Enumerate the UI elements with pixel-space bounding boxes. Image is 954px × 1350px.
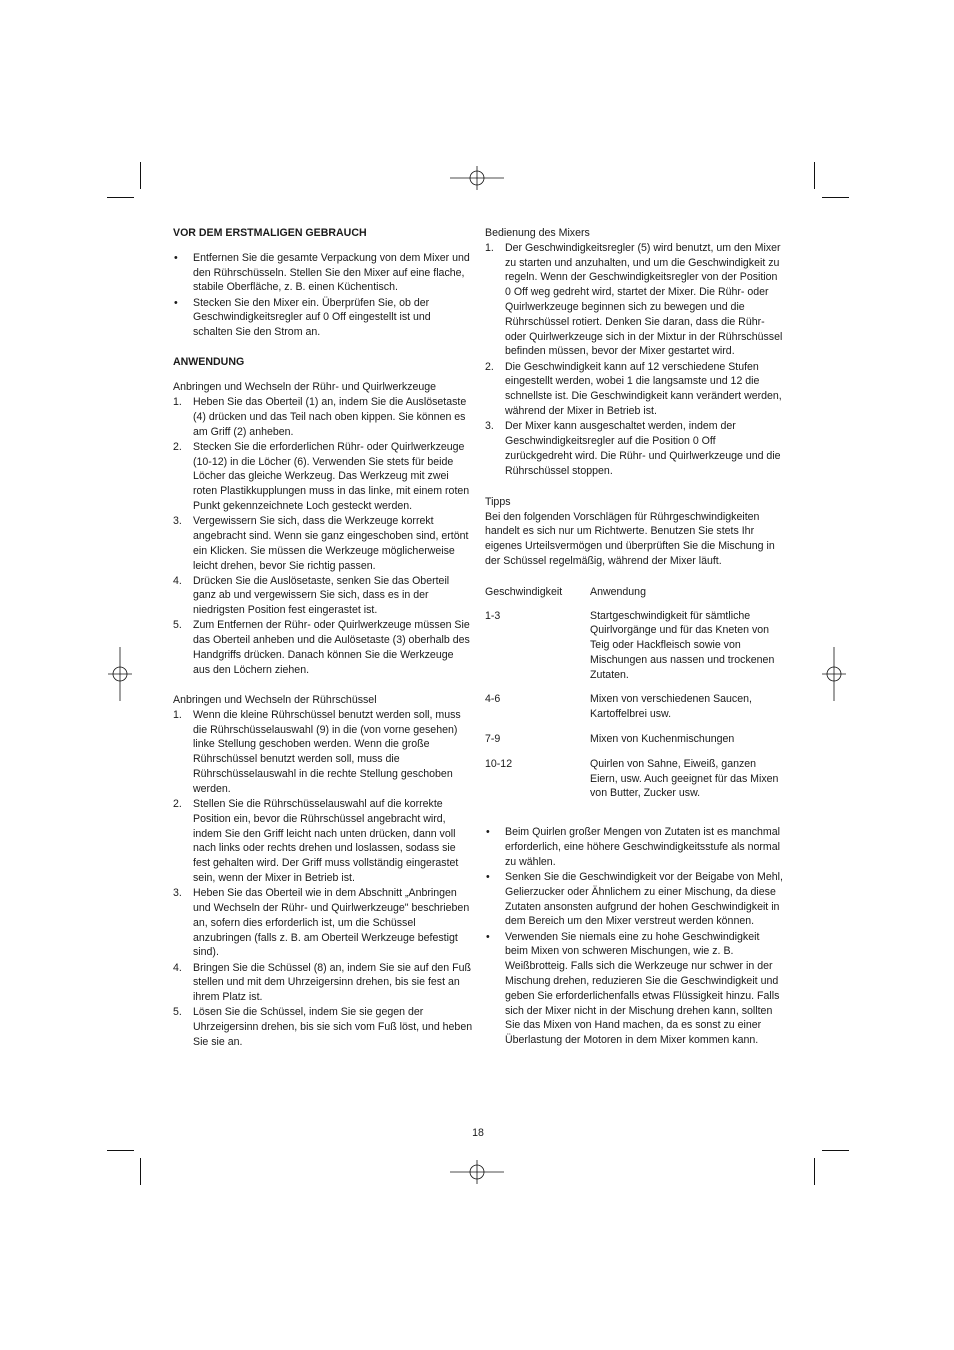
crop-mark <box>140 1158 141 1185</box>
item-text: Drücken Sie die Auslösetaste, senken Sie das Oberteil ganz ab und vergewissern Sie sich, dass es in der niedrigsten Position fest eingerastet ist. <box>193 574 450 617</box>
crop-mark <box>814 1158 815 1185</box>
speed-cell: 10-12 <box>485 757 513 770</box>
list-item <box>173 886 473 960</box>
list-item: • Beim Quirlen großer Mengen von Zutaten ist es manchmal erforderlich, eine höhere Geschwindigkeitsstufe als normal zu wählen. <box>485 825 783 869</box>
item-number: 3. <box>485 420 494 433</box>
registration-mark-icon <box>822 647 846 701</box>
item-number: 2. <box>485 360 494 373</box>
column-header: Anwendung <box>590 585 646 598</box>
item-text: Der Mixer kann ausgeschaltet werden, indem der Geschwindigkeitsregler auf die Position 0 Off zurückgedreht wird. Die Rühr- und Quirlwerkzeuge und die Rührschüssel stoppen. <box>505 420 781 477</box>
crop-mark <box>822 1150 849 1151</box>
item-number: 5. <box>173 1006 182 1019</box>
subsection-heading: Bedienung des Mixers <box>485 227 590 239</box>
speed-cell: 7-9 <box>485 733 501 746</box>
item-text: Vergewissern Sie sich, dass die Werkzeuge korrekt angebracht sind. Wenn sie ganz eingeschoben sind, ertönt ein Klicken. Sie müssen die Werkzeuge möglicherweise leicht drehen, bevor Sie richtig passen. <box>193 515 469 572</box>
subsection-heading: Anbringen und Wechseln der Rührschüssel <box>173 694 377 707</box>
item-text: Stecken Sie die erforderlichen Rühr- oder Quirlwerkzeuge (10-12) in die Löcher (6). Verwenden Sie stets für beide Löcher das gleiche Werkzeug. Das Werkzeug mit zwei roten Plastikkupplungen muss in das linke, mit einem roten Punkt gekennzeichnete Loch gesteckt werden. <box>193 440 470 512</box>
list-item <box>173 961 473 1005</box>
table-row <box>485 692 783 732</box>
list-item <box>485 360 783 419</box>
table-row <box>485 609 783 693</box>
list-item: • Senken Sie die Geschwindigkeit vor der Beigabe von Mehl, Gelierzucker oder Ähnlichem zu einer Mischung, da diese Zutaten ansonsten aufgrund der hohen Geschwindigkeit in dem Bereich um den Mixer verstreut werden können. <box>485 870 783 929</box>
list-item <box>485 419 783 478</box>
item-number: 3. <box>173 887 182 900</box>
registration-mark-icon <box>450 166 504 190</box>
speed-cell: 1-3 <box>485 609 501 622</box>
list-item <box>173 395 473 439</box>
item-text: Wenn die kleine Rührschüssel benutzt werden soll, muss die Rührschüsselauswahl (9) in die (von vorne gesehen) linke Stellung geschoben werden. Wenn die große Rührschüssel benutzt werden soll, muss die Rührschüsselauswahl in die rechte Stellung geschoben werden. <box>193 708 461 795</box>
item-text: Der Geschwindigkeitsregler (5) wird benutzt, um den Mixer zu starten und anzuhalten, und um die Geschwindigkeit zu regeln. Wenn der Geschwindigkeitsregler von der Position 0 Off weg gedreht wird, startet der Mixer. Die Rühr- oder Quirlwerkzeuge beginnen sich zu bewegen und die Rührschüssel rotiert. Denken Sie daran, dass die Rühr- oder Quirlwerkzeuge sich in der Mixtur in der Rührschüssel befinden müssen, bevor der Mixer gestartet wird. <box>505 241 783 358</box>
item-text: Lösen Sie die Schüssel, indem Sie sie gegen der Uhrzeigersinn drehen, bis sie sich vom Fuß löst, und heben Sie sie an. <box>193 1006 473 1048</box>
table-header-row <box>485 585 783 609</box>
speed-cell: 4-6 <box>485 693 501 706</box>
usage-cell: Startgeschwindigkeit für sämtliche Quirlvorgänge und für das Kneten von Teig oder Hackfleisch sowie von Mischungen aus nassen und trockenen Zutaten. <box>590 609 775 681</box>
item-text: Die Geschwindigkeit kann auf 12 verschiedene Stufen eingestellt werden, wobei 1 die langsamste und 12 die schnellste ist. Die Geschwindigkeit kann verändert werden, während der Mixer in Betrieb ist. <box>505 360 782 417</box>
item-text: Heben Sie das Oberteil (1) an, indem Sie die Auslösetaste (4) drücken und das Teil nach oben kippen. Sie können es am Griff (2) anheben. <box>193 395 467 438</box>
crop-mark <box>107 1150 134 1151</box>
table-row <box>485 732 783 757</box>
item-text: Heben Sie das Oberteil wie in dem Abschnitt „Anbringen und Wechseln der Rühr- und Quirlwerkzeuge" beschrieben an, sofern dies erforderlich ist, um die Schüssel anzubringen (falls z. B. am Oberteil Werkzeuge befestigt sind). <box>193 887 470 959</box>
table-row <box>485 757 783 811</box>
tips-paragraph: Bei den folgenden Vorschlägen für Rührgeschwindigkeiten handelt es sich nur um Richtwerte. Benutzen Sie stets Ihr eigenes Urteilsvermögen und überprüften Sie die Mischung in der Schüssel regelmäßig, während der Mixer läuft. <box>485 510 775 567</box>
item-number: 1. <box>173 708 182 721</box>
left-column <box>173 226 473 1050</box>
list-item <box>173 574 473 618</box>
bullet-list <box>485 825 783 1048</box>
usage-cell: Mixen von Kuchenmischungen <box>590 733 735 746</box>
numbered-list <box>173 395 473 678</box>
registration-mark-icon <box>450 1160 504 1184</box>
section-heading: ANWENDUNG <box>173 356 245 369</box>
usage-cell: Quirlen von Sahne, Eiweiß, ganzen Eiern, usw. Auch geeignet für das Mixen von Butter, Zucker usw. <box>590 757 779 800</box>
list-item <box>173 797 473 886</box>
list-item <box>173 618 473 677</box>
item-text: Bringen Sie die Schüssel (8) an, indem Sie sie auf den Fuß stellen und mit dem Uhrzeigersinn drehen, bis sie fest an ihrem Platz ist. <box>193 961 471 1004</box>
item-number: 5. <box>173 619 182 632</box>
crop-mark <box>822 197 849 198</box>
item-number: 1. <box>485 241 494 254</box>
crop-mark <box>107 197 134 198</box>
list-item: • Stecken Sie den Mixer ein. Überprüfen Sie, ob der Geschwindigkeitsregler auf 0 Off eingestellt ist und schalten Sie den Strom an. <box>173 296 473 340</box>
list-item: • Verwenden Sie niemals eine zu hohe Geschwindigkeit beim Mixen von schweren Mischungen, wie z. B. Weißbrotteig. Falls sich die Werkzeuge nur schwer in der Mischung drehen, reduzieren Sie die Geschwindigkeit und geben Sie erforderlichenfalls etwas Flüssigkeit hinzu. Falls sich der Mixer nicht in der Mischung drehen kann, sollten Sie das Mixen von Hand machen, da es sonst zu einer Überlastung der Motoren in dem Mixer kommen kann. <box>485 930 783 1048</box>
list-item: • Entfernen Sie die gesamte Verpackung von dem Mixer und den Rührschüsseln. Stellen Sie den Mixer auf eine flache, stabile Oberfläche, z. B. einen Küchentisch. <box>173 251 473 295</box>
list-item <box>173 514 473 573</box>
item-text: Zum Entfernen der Rühr- oder Quirlwerkzeuge müssen Sie das Oberteil anheben und die Aulösetaste (3) oberhalb des Handgriffs drücken. Danach können Sie die Werkzeuge aus den Löchern ziehen. <box>193 619 470 676</box>
page-number: 18 <box>472 1127 484 1139</box>
item-number: 2. <box>173 798 182 811</box>
numbered-list <box>173 708 473 1050</box>
crop-mark <box>814 162 815 189</box>
speed-table <box>485 585 783 812</box>
list-item <box>173 708 473 797</box>
right-column <box>485 226 783 1048</box>
bullet-list <box>173 251 473 340</box>
registration-mark-icon <box>108 647 132 701</box>
section-heading: VOR DEM ERSTMALIGEN GEBRAUCH <box>173 227 367 239</box>
item-text: Stellen Sie die Rührschüsselauswahl auf die korrekte Position ein, bevor die Rührschüssel angebracht wird, indem Sie den Griff leicht nach unten drücken, dann voll nach links oder rechts drehen und loslassen, sodass sie fest gehalten wird. Der Griff muss vollständig eingerastet sein, wenn der Mixer in Betrieb ist. <box>193 798 459 884</box>
numbered-list <box>485 241 783 479</box>
list-item <box>173 440 473 514</box>
subsection-heading: Tipps <box>485 495 511 508</box>
item-number: 1. <box>173 395 182 408</box>
item-number: 3. <box>173 515 182 528</box>
crop-mark <box>140 162 141 189</box>
item-number: 4. <box>173 961 182 974</box>
item-number: 4. <box>173 574 182 587</box>
subsection-heading: Anbringen und Wechseln der Rühr- und Quirlwerkzeuge <box>173 381 437 394</box>
item-number: 2. <box>173 440 182 453</box>
usage-cell: Mixen von verschiedenen Saucen, Kartoffelbrei usw. <box>590 693 752 721</box>
list-item <box>173 1005 473 1049</box>
list-item <box>485 241 783 359</box>
column-header: Geschwindigkeit <box>485 585 563 598</box>
